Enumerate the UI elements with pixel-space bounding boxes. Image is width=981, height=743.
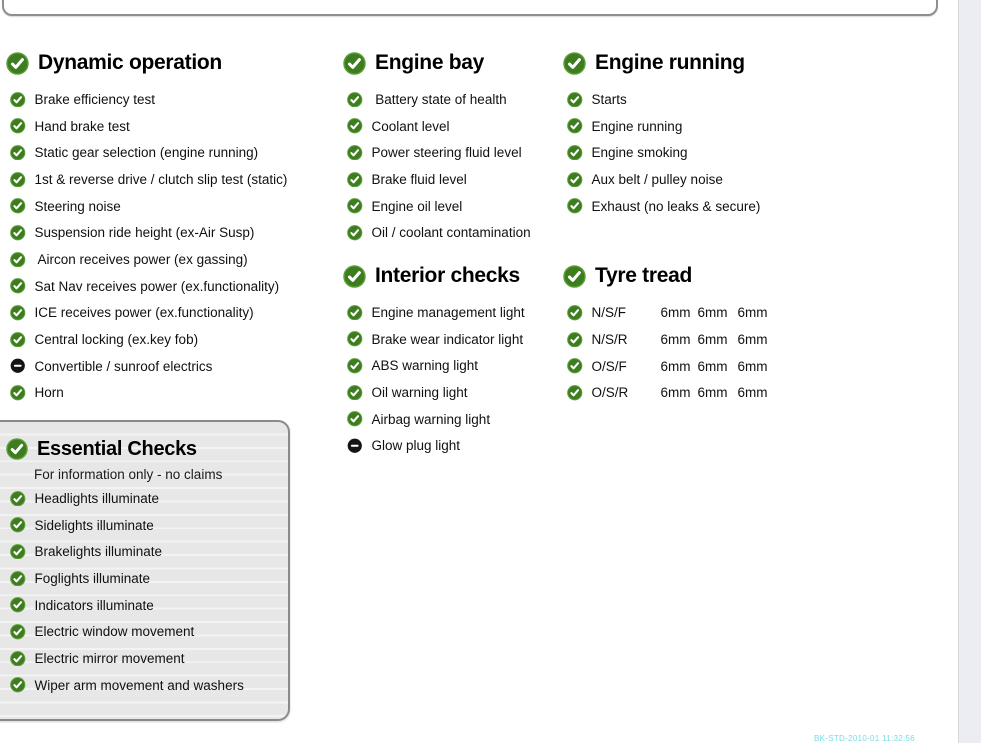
item-label: Horn	[34, 385, 64, 401]
item-label: Wiper arm movement and washers	[34, 677, 244, 693]
dash-icon	[347, 438, 363, 454]
check-icon	[343, 52, 366, 75]
check-icon	[347, 198, 363, 214]
check-icon	[10, 172, 26, 188]
item-label: Foglights illuminate	[34, 570, 151, 586]
item-label: Engine smoking	[591, 145, 688, 161]
checklist-item	[563, 86, 803, 113]
checklist-item	[563, 299, 803, 326]
essential-checks-header	[6, 436, 288, 462]
check-icon	[10, 118, 26, 134]
scrollbar-track[interactable]	[958, 0, 981, 743]
tread-measurements	[661, 359, 768, 374]
check-icon	[347, 225, 363, 241]
check-icon	[567, 385, 583, 401]
check-icon	[10, 677, 26, 693]
checklist-item	[6, 246, 336, 273]
checklist-item	[563, 193, 803, 220]
item-label: Sidelights illuminate	[34, 517, 154, 533]
section-header	[343, 263, 563, 289]
checklist-item	[6, 618, 288, 645]
item-label: Indicators illuminate	[34, 597, 154, 613]
tread-measurement: 6mm	[697, 331, 728, 347]
checklist-item	[343, 299, 563, 326]
checklist-item	[343, 193, 563, 220]
item-label: Hand brake test	[34, 118, 130, 134]
checklist-item	[343, 433, 563, 460]
item-label: Aircon receives power (ex gassing)	[34, 251, 248, 267]
check-icon	[567, 118, 583, 134]
checklist-item	[6, 193, 336, 220]
watermark-text: BK-STD-2010-01 11:32:56	[814, 734, 916, 743]
item-label: Central locking (ex.key fob)	[34, 332, 199, 348]
tread-measurements	[661, 385, 768, 400]
check-icon	[10, 624, 26, 640]
item-label: O/S/F	[591, 358, 627, 374]
tread-measurement: 6mm	[660, 305, 691, 321]
check-icon	[10, 571, 26, 587]
checklist-item	[6, 353, 336, 380]
check-icon	[10, 597, 26, 613]
item-label: Engine management light	[371, 304, 525, 320]
checklist-item	[563, 353, 803, 380]
item-label: Oil / coolant contamination	[371, 225, 531, 241]
tread-measurement: 6mm	[660, 385, 691, 401]
section-title: Essential Checks	[37, 437, 197, 460]
item-label: Engine oil level	[371, 198, 463, 214]
check-icon	[10, 278, 26, 294]
checklist-item	[6, 672, 288, 699]
check-icon	[347, 411, 363, 427]
item-label: N/S/R	[591, 331, 628, 347]
item-label: O/S/R	[591, 385, 629, 401]
checklist-item	[6, 86, 336, 113]
item-label: Glow plug light	[371, 438, 461, 454]
section-title: Engine running	[595, 51, 745, 74]
item-label: Electric window movement	[34, 624, 195, 640]
tread-measurements	[661, 305, 768, 320]
item-label: Coolant level	[371, 118, 450, 134]
tread-measurement: 6mm	[737, 385, 768, 401]
checklist-item	[343, 353, 563, 380]
item-label: Power steering fluid level	[371, 145, 522, 161]
item-label: Brake efficiency test	[34, 91, 156, 107]
section-engine-running	[563, 50, 803, 219]
item-label: Exhaust (no leaks & secure)	[591, 198, 761, 214]
item-label: Engine running	[591, 118, 683, 134]
checklist-item	[6, 113, 336, 140]
column-dynamic-operation	[6, 50, 336, 406]
check-icon	[347, 358, 363, 374]
checklist-item	[6, 300, 336, 327]
check-icon	[10, 517, 26, 533]
checklist-item	[6, 645, 288, 672]
tread-measurements	[661, 332, 768, 347]
check-icon	[347, 145, 363, 161]
check-icon	[347, 172, 363, 188]
item-label: N/S/F	[591, 305, 627, 321]
checklist-item	[6, 380, 336, 407]
column-engine-running-tyres	[563, 50, 803, 406]
check-icon	[10, 332, 26, 348]
previous-section-box-partial	[2, 0, 938, 16]
checklist-item	[563, 113, 803, 140]
checklist-item	[6, 592, 288, 619]
item-label: Brake fluid level	[371, 171, 467, 187]
column-engine-bay-interior	[343, 50, 563, 459]
section-header	[563, 50, 803, 76]
item-label: Steering noise	[34, 198, 121, 214]
checklist-item	[6, 273, 336, 300]
item-label: Brake wear indicator light	[371, 331, 524, 347]
section-title: Tyre tread	[595, 264, 692, 288]
check-icon	[10, 651, 26, 667]
check-icon	[567, 332, 583, 348]
item-label: Oil warning light	[371, 385, 468, 401]
item-label: Aux belt / pulley noise	[591, 171, 723, 187]
item-label: Starts	[591, 91, 627, 107]
section-title: Engine bay	[375, 51, 485, 74]
item-label: Headlights illuminate	[34, 490, 160, 506]
item-label: ICE receives power (ex.functionality)	[34, 305, 254, 321]
check-icon	[567, 92, 583, 108]
check-icon	[567, 145, 583, 161]
item-label: ABS warning light	[371, 358, 479, 374]
checklist-item	[563, 380, 803, 407]
check-icon	[10, 491, 26, 507]
check-icon	[10, 385, 26, 401]
checklist-item	[563, 166, 803, 193]
tread-measurement: 6mm	[737, 358, 768, 374]
tread-measurement: 6mm	[660, 331, 691, 347]
check-icon	[10, 225, 26, 241]
check-icon	[343, 265, 366, 288]
check-icon	[567, 358, 583, 374]
checklist-item	[343, 379, 563, 406]
checklist-item	[6, 512, 288, 539]
section-dynamic-operation	[6, 50, 336, 406]
check-icon	[567, 198, 583, 214]
item-label: Battery state of health	[371, 91, 507, 107]
checklist-item	[343, 86, 563, 113]
check-icon	[10, 198, 26, 214]
item-label: 1st & reverse drive / clutch slip test (static)	[34, 171, 288, 187]
section-engine-bay	[343, 50, 563, 246]
check-icon	[567, 305, 583, 321]
checklist-item	[343, 166, 563, 193]
tread-measurement: 6mm	[737, 305, 768, 321]
checklist-item	[343, 406, 563, 433]
section-header	[563, 263, 803, 289]
checklist-item	[343, 326, 563, 353]
check-icon	[10, 305, 26, 321]
item-label: Airbag warning light	[371, 411, 491, 427]
check-icon	[10, 145, 26, 161]
checklist-item	[6, 538, 288, 565]
checklist-item	[6, 565, 288, 592]
checklist-item	[343, 113, 563, 140]
checklist-item	[6, 219, 336, 246]
check-icon	[347, 305, 363, 321]
check-icon	[10, 544, 26, 560]
item-label: Static gear selection (engine running)	[34, 145, 259, 161]
checklist-item	[563, 139, 803, 166]
item-label: Suspension ride height (ex-Air Susp)	[34, 225, 255, 241]
check-icon	[563, 265, 586, 288]
checklist-item	[6, 166, 336, 193]
tread-measurement: 6mm	[697, 305, 728, 321]
section-tyre-tread	[563, 263, 803, 406]
check-icon	[6, 438, 28, 460]
checklist-item	[563, 326, 803, 353]
section-header	[343, 50, 563, 76]
section-interior-checks	[343, 263, 563, 459]
check-icon	[6, 52, 29, 75]
check-icon	[347, 331, 363, 347]
checklist-item	[343, 219, 563, 246]
checklist-item	[343, 139, 563, 166]
tread-measurement: 6mm	[660, 358, 691, 374]
section-title: Dynamic operation	[38, 51, 222, 74]
item-label: Convertible / sunroof electrics	[34, 358, 213, 374]
tread-measurement: 6mm	[697, 385, 728, 401]
essential-checks-note: For information only - no claims	[34, 467, 223, 482]
essential-checks-panel	[0, 420, 290, 721]
check-icon	[563, 52, 586, 75]
item-label: Electric mirror movement	[34, 650, 185, 666]
tread-measurement: 6mm	[697, 358, 728, 374]
check-icon	[347, 92, 363, 108]
section-header	[6, 50, 336, 76]
tread-measurement: 6mm	[737, 331, 768, 347]
check-icon	[10, 92, 26, 108]
item-label: Brakelights illuminate	[34, 544, 163, 560]
check-icon	[347, 118, 363, 134]
checklist-item	[6, 326, 336, 353]
checklist-item	[6, 485, 288, 512]
essential-checks-list	[6, 485, 288, 699]
checklist-item	[6, 139, 336, 166]
dash-icon	[10, 358, 26, 374]
section-title: Interior checks	[375, 264, 520, 288]
check-icon	[567, 172, 583, 188]
check-icon	[10, 252, 26, 268]
item-label: Sat Nav receives power (ex.functionality)	[34, 278, 280, 294]
check-icon	[347, 385, 363, 401]
